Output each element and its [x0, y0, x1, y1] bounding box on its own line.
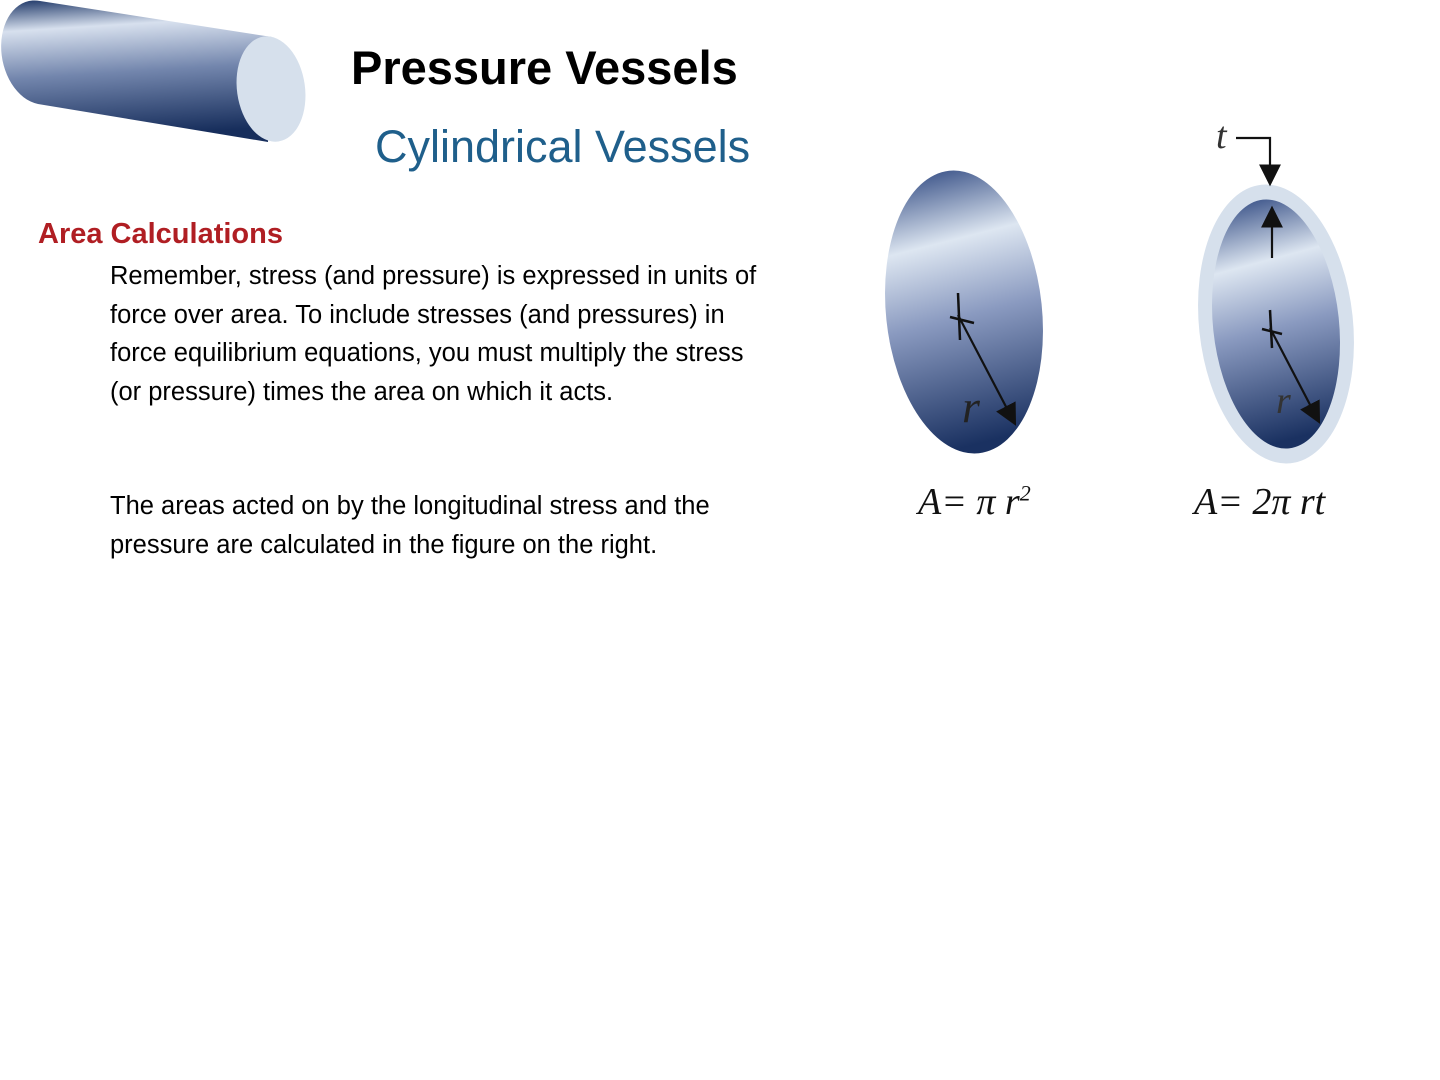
- solid-radius-label: r: [962, 381, 980, 432]
- solid-area-formula: [918, 480, 1031, 524]
- formula-rhs: = 2π rt: [1217, 481, 1326, 523]
- area-diagram: [870, 110, 1390, 480]
- formula-lhs: A: [918, 481, 942, 523]
- ring-area-formula: [1194, 480, 1325, 524]
- formula-lhs: A: [1194, 481, 1218, 523]
- thickness-label: t: [1216, 115, 1227, 157]
- page-title: Pressure Vessels: [351, 41, 738, 94]
- thin-wall-ring: [1185, 115, 1367, 471]
- formula-exponent: 2: [1019, 480, 1031, 506]
- cylinder-logo-icon: [0, 0, 320, 150]
- section-heading: Area Calculations: [38, 218, 283, 250]
- ring-radius-label: r: [1276, 380, 1291, 422]
- formula-rhs: = π r: [941, 481, 1020, 523]
- body-paragraph: Remember, stress (and pressure) is expressed in units of force over area. To include stresses (and pressures) in force equilibrium equations, you must multiply the stress (or pressure) times the area on which it acts.: [110, 262, 757, 406]
- solid-section-disc: [872, 163, 1057, 462]
- body-paragraph: The areas acted on by the longitudinal stress and the pressure are calculated in the figure on the right.: [110, 492, 710, 559]
- page-subtitle: Cylindrical Vessels: [375, 121, 751, 172]
